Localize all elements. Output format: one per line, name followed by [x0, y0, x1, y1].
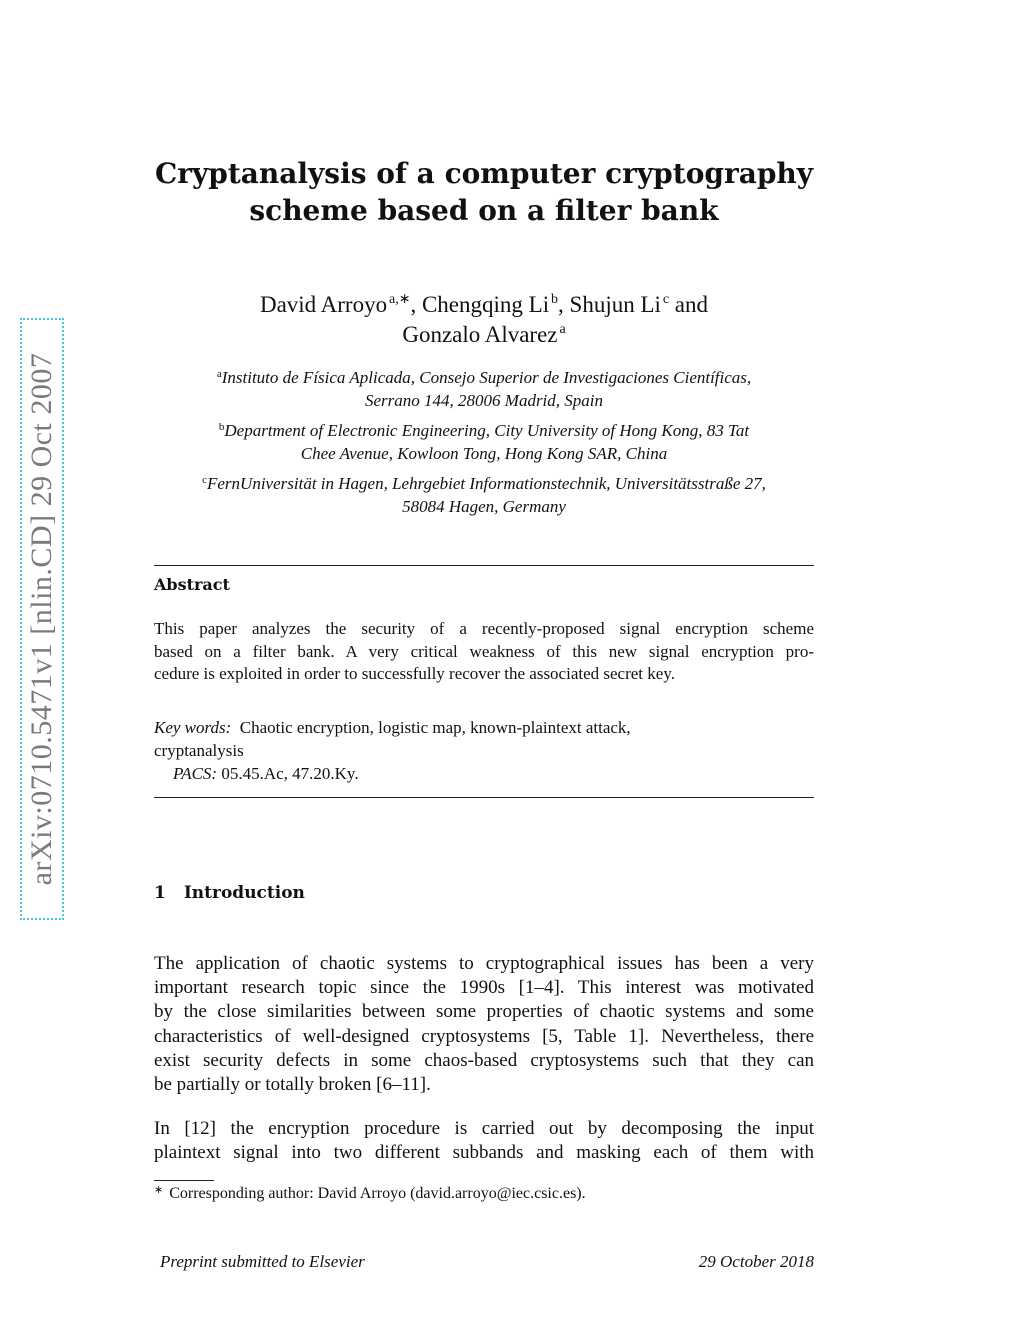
- footer-date: 29 October 2018: [698, 1252, 814, 1271]
- footnote: [154, 1184, 586, 1204]
- affiliation-b: [150, 419, 818, 465]
- affiliation-text: Chee Avenue, Kowloon Tong, Hong Kong SAR, China: [300, 444, 668, 463]
- footer-preprint-note: Preprint submitted to Elsevier: [160, 1252, 365, 1271]
- abstract-line: based on a filter bank. A very critical weakness of this new signal encryption pro-: [154, 641, 814, 661]
- pacs-value: 05.45.Ac, 47.20.Ky.: [221, 764, 359, 783]
- body-paragraph-1: [154, 952, 814, 1097]
- affiliation-text: Department of Electronic Engineering, City University of Hong Kong, 83 Tat: [224, 421, 750, 440]
- affiliation-list: [150, 366, 818, 525]
- abstract-line: cedure is exploited in order to successfully recover the associated secret key.: [154, 664, 675, 683]
- section-heading: [154, 883, 305, 903]
- affiliation-mark: b: [218, 421, 225, 433]
- author-conjunction: and: [674, 292, 709, 317]
- body-paragraph-2: [154, 1117, 814, 1165]
- paragraph-line: In [12] the encryption procedure is carried out by decomposing the input: [154, 1118, 814, 1139]
- keywords: [154, 716, 814, 762]
- affiliation-mark: a: [216, 368, 222, 380]
- footnote-mark: ∗: [154, 1184, 164, 1196]
- affiliation-c: [150, 472, 818, 518]
- paragraph-line: be partially or totally broken [6–11].: [154, 1074, 431, 1096]
- pacs-label: PACS:: [173, 764, 218, 783]
- section-title: Introduction: [183, 883, 305, 903]
- affiliation-text: FernUniversität in Hagen, Lehrgebiet Informationstechnik, Universitätsstraße 27,: [207, 474, 766, 493]
- title-line-1: Cryptanalysis of a computer cryptography: [154, 157, 814, 190]
- title-line-2: scheme based on a filter bank: [249, 194, 719, 227]
- paragraph-line: exist security defects in some chaos-based cryptosystems such that they can: [154, 1049, 814, 1071]
- section-number: 1: [154, 883, 166, 903]
- author-name: David Arroyo: [259, 292, 388, 317]
- affiliation-text: Instituto de Física Aplicada, Consejo Superior de Investigaciones Científicas,: [221, 368, 752, 387]
- paper-title: [150, 155, 818, 229]
- keywords-text: Chaotic encryption, logistic map, known-plaintext attack,: [239, 718, 631, 737]
- author-affiliation-mark: b: [551, 292, 559, 307]
- abstract-line: This paper analyzes the security of a recently-proposed signal encryption scheme: [154, 619, 814, 638]
- arxiv-identifier: arXiv:0710.5471v1 [nlin.CD] 29 Oct 2007: [25, 352, 58, 886]
- affiliation-mark: c: [202, 474, 207, 486]
- paragraph-line: important research topic since the 1990s [1–4]. This interest was motivated: [154, 977, 814, 999]
- author-affiliation-mark: a: [559, 322, 566, 337]
- arxiv-stamp: [20, 318, 64, 920]
- footnote-text: Corresponding author: David Arroyo (david.arroyo@iec.csic.es).: [169, 1185, 586, 1202]
- affiliation-a: [150, 366, 818, 412]
- author-name: Shujun Li: [569, 292, 661, 317]
- abstract-heading: Abstract: [154, 575, 230, 594]
- author-affiliation-mark: c: [662, 292, 670, 307]
- affiliation-text: Serrano 144, 28006 Madrid, Spain: [365, 391, 603, 410]
- abstract-bottom-rule: [154, 797, 814, 798]
- author-line-1: David Arroyo $^{a,∗}$, Chengqing Li $^b$, Shujun Li $^c$ and: [259, 292, 709, 317]
- paragraph-line: characteristics of well-designed cryptosystems [5, Table 1]. Nevertheless, there: [154, 1025, 814, 1047]
- paragraph-line: plaintext signal into two different subbands and masking each of them with: [154, 1142, 814, 1164]
- author-affiliation-mark: a,∗: [389, 292, 411, 307]
- abstract-body: [154, 618, 814, 686]
- keywords-label: Key words:: [154, 718, 232, 737]
- author-name: Gonzalo Alvarez: [402, 322, 558, 347]
- keywords-text: cryptanalysis: [154, 741, 244, 760]
- footnote-rule: [154, 1180, 214, 1181]
- paragraph-line: by the close similarities between some properties of chaotic systems and some: [154, 1001, 814, 1023]
- author-line-2: [150, 320, 818, 350]
- author-name: Chengqing Li: [421, 292, 550, 317]
- author-list: [150, 290, 818, 350]
- affiliation-text: 58084 Hagen, Germany: [402, 497, 566, 516]
- pacs: [173, 762, 359, 785]
- paragraph-line: The application of chaotic systems to cryptographical issues has been a very: [154, 953, 814, 974]
- abstract-top-rule: [154, 565, 814, 566]
